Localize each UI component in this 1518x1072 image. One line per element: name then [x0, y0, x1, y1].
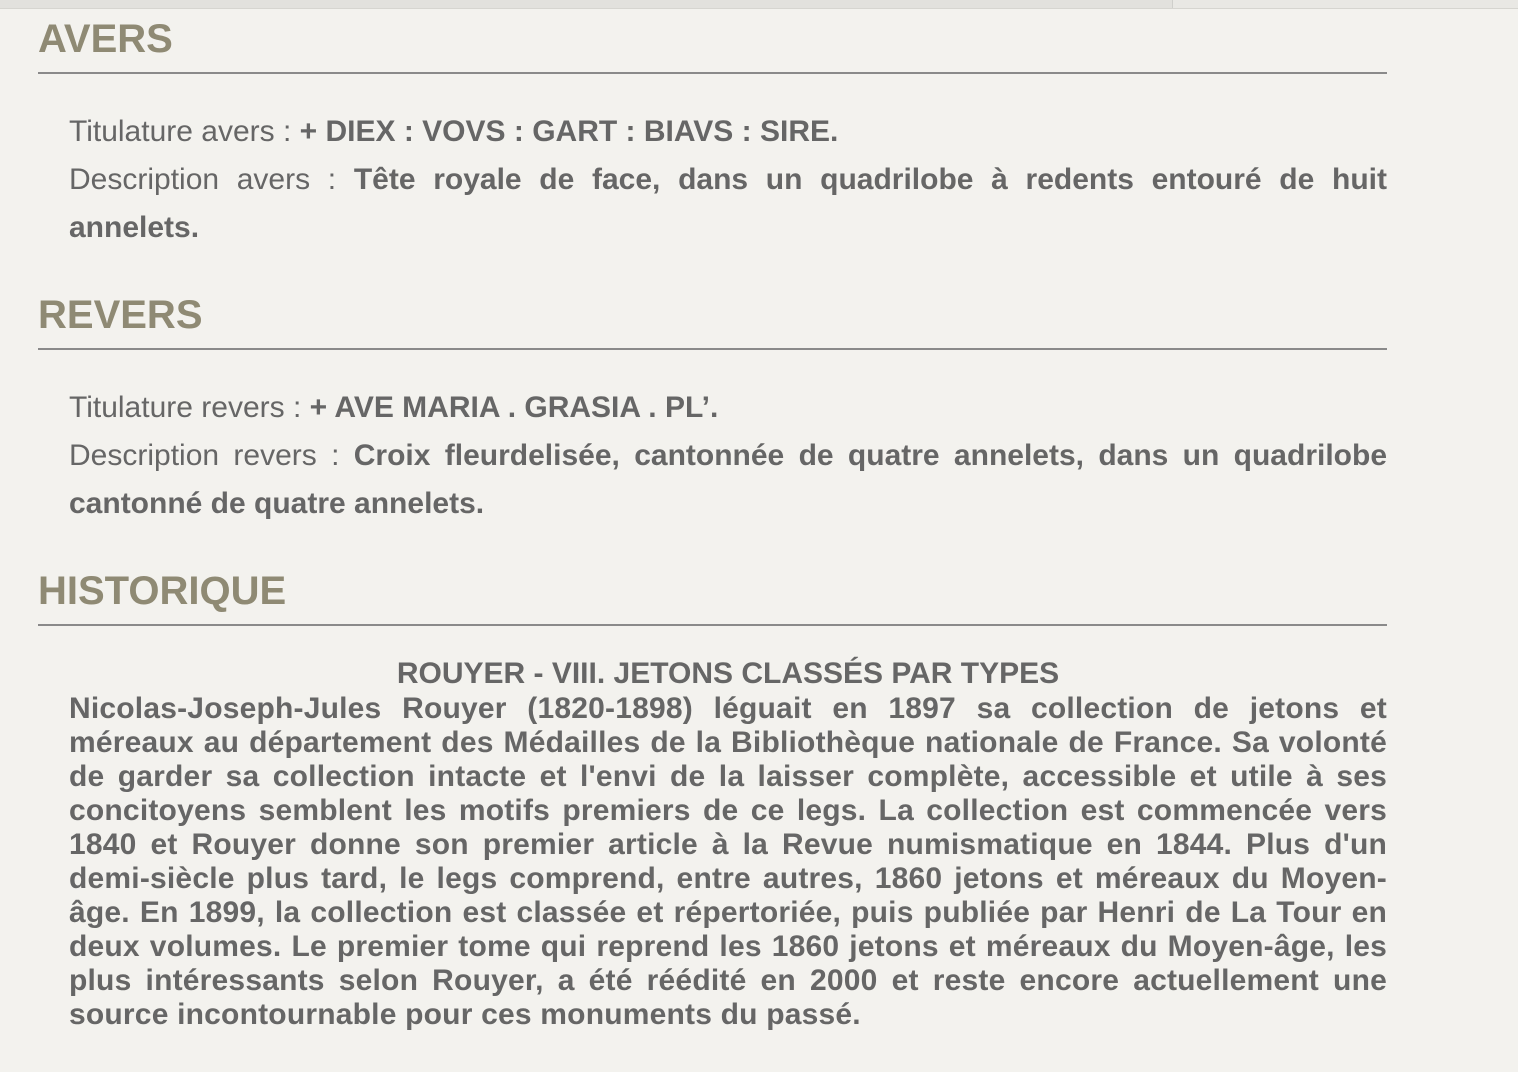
historique-heading: ROUYER - VIII. JETONS CLASSÉS PAR TYPES — [396, 657, 1060, 690]
avers-description — [69, 156, 1387, 252]
historique-title: HISTORIQUE — [38, 566, 1387, 626]
avers-body — [38, 74, 1387, 252]
revers-body — [38, 350, 1387, 528]
avers-titulature-label: Titulature avers : — [69, 115, 300, 148]
revers-section — [38, 290, 1387, 528]
page-content — [38, 14, 1387, 1032]
scrollbar-thumb[interactable] — [0, 0, 1173, 8]
avers-section — [38, 14, 1387, 252]
revers-titulature-label: Titulature revers : — [69, 391, 310, 424]
historique-text: Nicolas-Joseph-Jules Rouyer (1820-1898) léguait en 1897 sa collection de jetons et méreaux au département des Médailles de la Bibliothèque nationale de France. Sa volonté de garder sa collection intacte et l'envi de la laisser complète, accessible et utile à ses concitoyens semblent les motifs premiers de ce legs. La collection est commencée vers 1840 et Rouyer donne son premier article à la Revue numismatique en 1844. Plus d'un demi-siècle plus tard, le legs comprend, entre autres, 1860 jetons et méreaux du Moyen-âge. En 1899, la collection est classée et répertoriée, puis publiée par Henri de La Tour en deux volumes. Le premier tome qui reprend les 1860 jetons et méreaux du Moyen-âge, les plus intéressants selon Rouyer, a été réédité en 2000 et reste encore actuellement une source incontournable pour ces monuments du passé. — [69, 692, 1387, 1031]
avers-description-label: Description avers : — [69, 163, 354, 196]
avers-description-value: Tête royale de face, dans un quadrilobe à redents entouré de huit annelets. — [69, 163, 1387, 244]
revers-title: REVERS — [38, 290, 1387, 350]
horizontal-scrollbar[interactable] — [0, 0, 1518, 9]
avers-titulature — [69, 108, 1387, 156]
revers-titulature-value: + AVE MARIA . GRASIA . PL’. — [309, 391, 719, 424]
revers-description-value: Croix fleurdelisée, cantonnée de quatre annelets, dans un quadrilobe cantonné de quatre annelets. — [69, 439, 1388, 520]
avers-titulature-value: + DIEX : VOVS : GART : BIAVS : SIRE. — [299, 115, 839, 148]
revers-titulature — [69, 384, 1387, 432]
historique-section — [38, 566, 1387, 1032]
revers-description — [69, 432, 1387, 528]
avers-title: AVERS — [38, 14, 1387, 74]
revers-description-label: Description revers : — [69, 439, 354, 472]
